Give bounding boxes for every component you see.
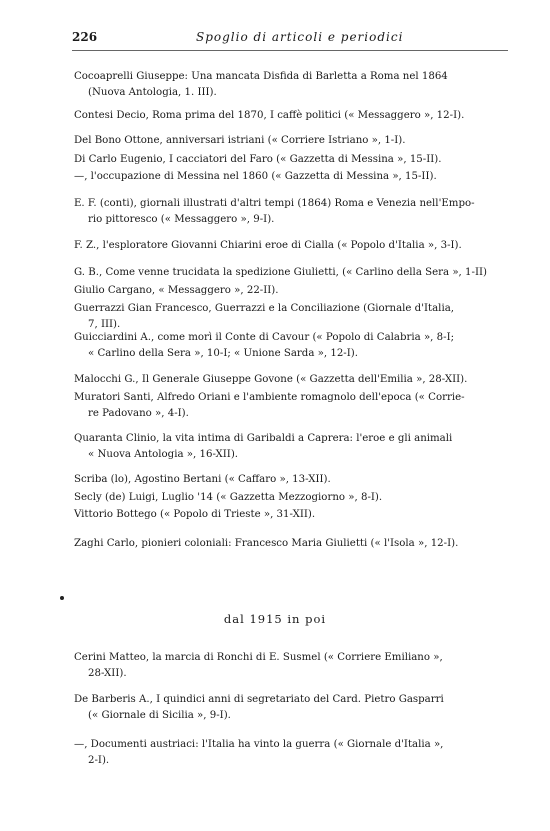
entry: E. F. (conti), giornali illustrati d'altri tempi (1864) Roma e Venezia nell'Empo- rio pittoresco (« Messaggero », 9-I). xyxy=(74,198,475,225)
entry: Cocoaprelli Giuseppe: Una mancata Disfida di Barletta a Roma nel 1864 (Nuova Antologia, 1. III). xyxy=(74,71,448,98)
entry: —, l'occupazione di Messina nel 1860 (« Gazzetta di Messina », 15-II). xyxy=(74,171,437,182)
entry: Del Bono Ottone, anniversari istriani (« Corriere Istriano », 1-I). xyxy=(74,135,406,146)
entry: —, Documenti austriaci: l'Italia ha vinto la guerra (« Giornale d'Italia », 2-I). xyxy=(74,739,444,766)
entry: Muratori Santi, Alfredo Oriani e l'ambiente romagnolo dell'epoca (« Corrie- re Padovano », 4-I). xyxy=(74,392,465,419)
entry: Di Carlo Eugenio, I cacciatori del Faro (« Gazzetta di Messina », 15-II). xyxy=(74,154,442,165)
entry: Vittorio Bottego (« Popolo di Trieste », 31-XII). xyxy=(74,509,316,520)
ink-dot xyxy=(60,596,64,600)
entry: F. Z., l'esploratore Giovanni Chiarini eroe di Cialla (« Popolo d'Italia », 3-I). xyxy=(74,240,462,251)
entry: Quaranta Clinio, la vita intima di Garibaldi a Caprera: l'eroe e gli animali « Nuova Antologia », 16-XII). xyxy=(74,433,453,460)
entry: Zaghi Carlo, pionieri coloniali: Francesco Maria Giulietti (« l'Isola », 12-I). xyxy=(74,538,459,549)
entry: Scriba (lo), Agostino Bertani (« Caffaro », 13-XII). xyxy=(74,474,331,485)
entry: Malocchi G., Il Generale Giuseppe Govone (« Gazzetta dell'Emilia », 28-XII). xyxy=(74,374,468,385)
entry: Guerrazzi Gian Francesco, Guerrazzi e la Conciliazione (Giornale d'Italia, 7, III). xyxy=(74,303,455,330)
page-number: 226 xyxy=(72,30,98,44)
section-heading: dal 1915 in poi xyxy=(223,612,327,626)
entry: Cerini Matteo, la marcia di Ronchi di E. Susmel (« Corriere Emiliano », 28-XII). xyxy=(74,652,443,679)
running-title: Spoglio di articoli e periodici xyxy=(196,30,404,44)
entry: Guicciardini A., come morì il Conte di Cavour (« Popolo di Calabria », 8-I; « Carlino della Sera », 10-I; « Unione Sarda », 12-I). xyxy=(74,332,455,359)
entry: Secly (de) Luigi, Luglio '14 (« Gazzetta Mezzogiorno », 8-I). xyxy=(74,492,383,503)
entry: G. B., Come venne trucidata la spedizione Giulietti, (« Carlino della Sera », 1-II) xyxy=(74,267,487,278)
entry: Contesi Decio, Roma prima del 1870, I caffè politici (« Messaggero », 12-I). xyxy=(74,110,465,121)
entry: Giulio Cargano, « Messaggero », 22-II). xyxy=(74,285,279,296)
entry: De Barberis A., I quindici anni di segretariato del Card. Pietro Gasparri (« Giornale di Sicilia », 9-I). xyxy=(74,694,444,721)
header-rule xyxy=(72,50,508,51)
